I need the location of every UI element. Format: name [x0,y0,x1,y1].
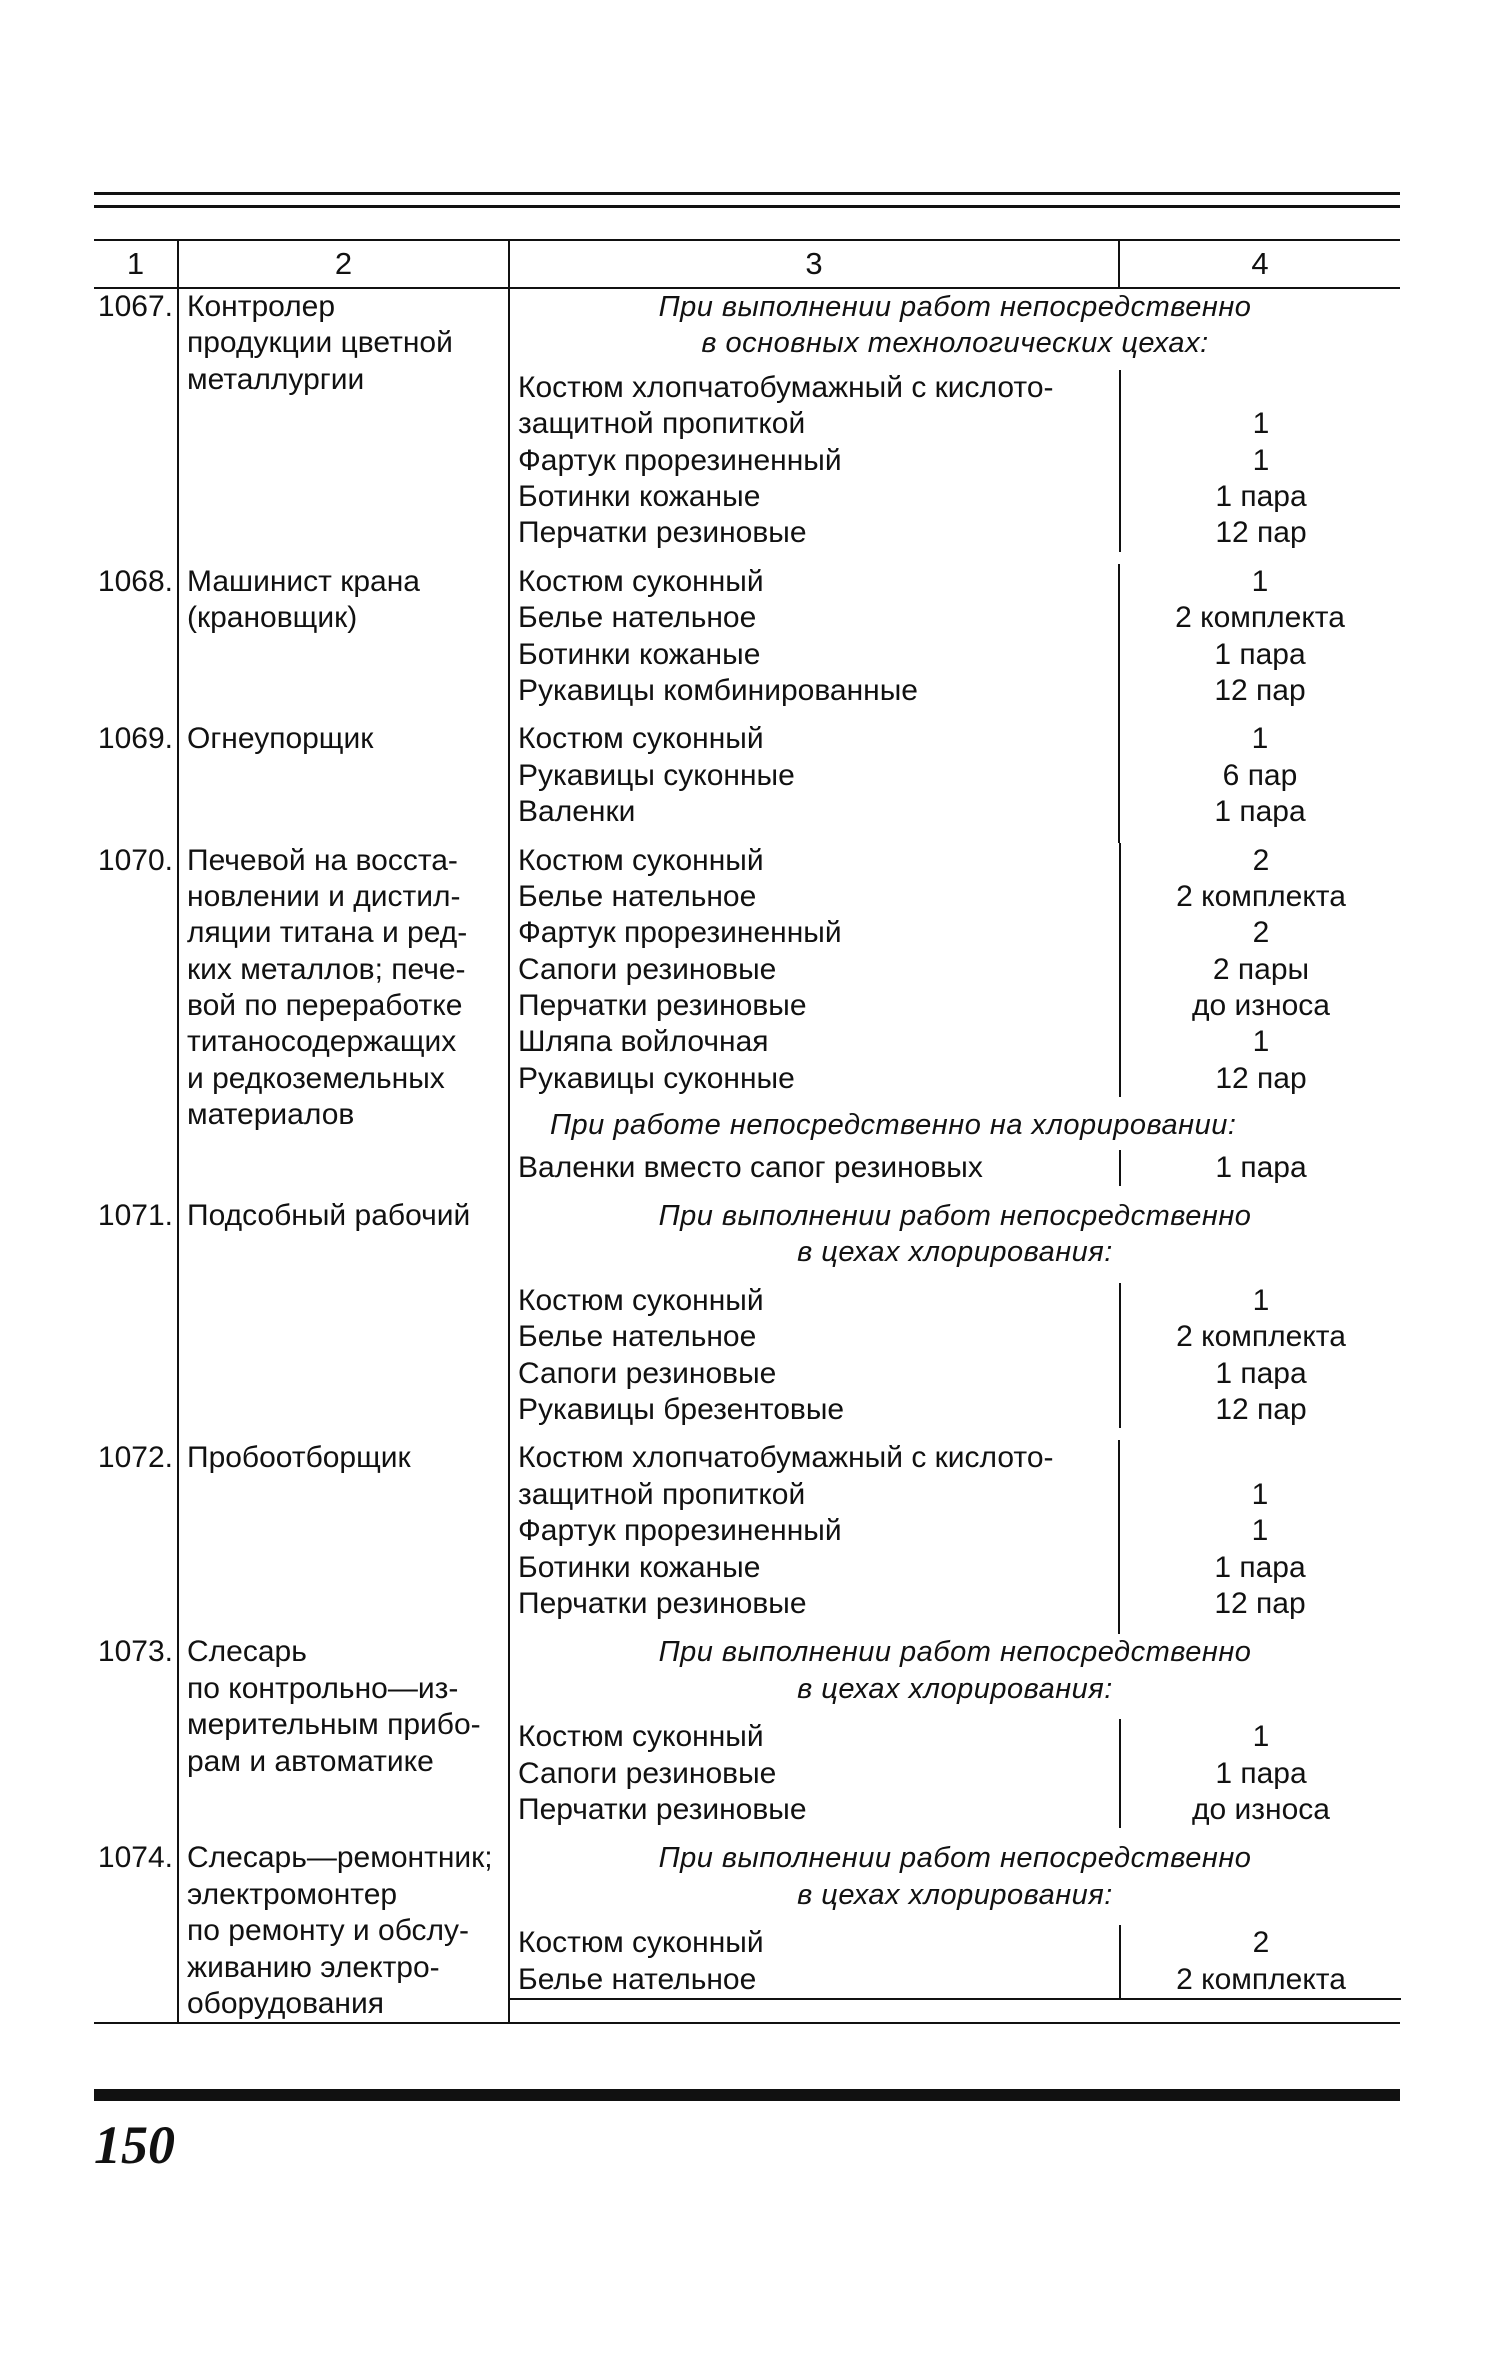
profession-line: рам и автоматике [187,1744,434,1778]
sub-items-subtable [510,1150,1401,1186]
item-name: Костюм хлопчатобумажный с кислото- [518,1441,1054,1475]
sub-section-heading: При работе непосредственно на хлорировании: [550,1109,1237,1142]
item-name: Белье нательное [518,601,757,635]
item-name: Ботинки кожаные [518,637,761,671]
row-number: 1070. [97,843,173,877]
item-row [510,370,1401,552]
item-qty: 1 пара [1214,795,1306,829]
item-name: Перчатки резиновые [518,1792,807,1826]
profession-name [178,1440,509,1634]
profession-name [178,1634,509,1840]
items-subtable [510,1719,1401,1828]
item-name: Перчатки резиновые [518,1586,807,1620]
items-block [509,1840,1400,2023]
item-name: Фартук прорезиненный [518,443,842,477]
section-heading: При выполнении работ непосредственно [658,1200,1252,1233]
clothing-norms-table [94,239,1400,2024]
section-heading: в цехах хлорирования: [797,1236,1113,1269]
items-subtable [510,370,1401,552]
qty-list [1119,1440,1400,1634]
items-subtable [510,1283,1401,1429]
item-name: Рукавицы суконные [518,1061,795,1095]
item-name: Костюм суконный [518,843,764,877]
profession-line: титаносодержащих [187,1025,457,1059]
section-heading: При выполнении работ непосредственно [658,1636,1252,1669]
item-qty: до износа [1192,1792,1330,1826]
profession-line: материалов [187,1098,355,1132]
item-qty: 1 [1252,407,1270,441]
header-col-1: 1 [94,240,178,288]
profession-line: оборудования [187,1986,384,2020]
item-name: Сапоги резиновые [518,952,777,986]
table-row-1074 [94,1840,1400,2023]
row-number: 1074. [94,1840,178,2023]
item-name: Белье нательное [518,1320,757,1354]
page-number: 150 [94,2115,175,2175]
items-block [509,843,1400,1199]
item-name: Сапоги резиновые [518,1356,777,1390]
item-qty: 1 пара [1215,1756,1307,1790]
row-number: 1069. [97,722,173,756]
profession-name [178,564,509,722]
header-col-2: 2 [178,240,509,288]
profession-line: Огнеупорщик [187,722,374,756]
table-row-1071 [94,1198,1400,1440]
item-qty: 2 комплекта [1176,1320,1346,1354]
item-name: Костюм суконный [518,564,764,598]
item-name: Белье нательное [518,879,757,913]
item-name: Костюм хлопчатобумажный с кислото- [518,370,1054,404]
profession-name [178,288,509,564]
profession-line: ляции титана и ред- [187,916,468,950]
item-name: Костюм суконный [518,1720,764,1754]
item-qty: до износа [1192,989,1330,1023]
item-qty: 2 пары [1212,952,1310,986]
item-qty-spacer [1120,1440,1400,1476]
items-block [509,1634,1400,1840]
header-col-3: 3 [509,240,1119,288]
table-row-1073 [94,1634,1400,1840]
item-name: Перчатки резиновые [518,516,807,550]
profession-line: новлении и дистил- [187,879,461,913]
item-name: Костюм суконный [518,722,764,756]
item-qty: 1 [1251,1477,1269,1511]
profession-line: Слесарь [187,1635,307,1669]
items-block [509,288,1400,564]
table-row-1070 [94,843,1400,1199]
profession-line: Слесарь—ремонтник; [187,1841,493,1875]
item-name: Костюм суконный [518,1926,764,1960]
table-row-1068 [94,564,1400,722]
item-qty: 1 пара [1214,1550,1306,1584]
profession-line: и редкоземельных [187,1061,445,1095]
profession-name [178,1198,509,1440]
item-qty: 2 [1252,1926,1270,1960]
section-heading: в цехах хлорирования: [797,1672,1113,1705]
item-name: Ботинки кожаные [518,479,761,513]
header-col-4: 4 [1119,240,1400,288]
table-row-1072 [94,1440,1400,1634]
items-subtable [510,1925,1401,2000]
item-name: Валенки [518,795,636,829]
top-double-rule-upper [94,192,1400,195]
item-name: Шляпа войлочная [518,1025,769,1059]
section-heading: в основных технологических цехах: [701,327,1209,360]
items-list [509,1440,1119,1634]
profession-line: Пробоотборщик [187,1441,411,1475]
profession-name [178,1840,509,2023]
item-row [510,1719,1401,1828]
table-row-1067 [94,288,1400,564]
items-subtable [510,843,1401,1098]
items-block [509,1198,1400,1440]
profession-line: ких металлов; пече- [187,952,466,986]
table-row-1069 [94,721,1400,842]
profession-name [178,721,509,842]
item-name: Валенки вместо сапог резиновых [518,1150,983,1184]
profession-line: Контролер [187,290,336,323]
item-name: Костюм суконный [518,1283,764,1317]
item-qty: 6 пар [1222,758,1298,792]
bottom-thick-rule [94,2089,1400,2101]
item-qty: 1 [1252,443,1270,477]
item-name: Ботинки кожаные [518,1550,761,1584]
item-qty: 1 [1252,1283,1270,1317]
item-qty: 12 пар [1214,673,1306,707]
profession-line: вой по переработке [187,989,463,1023]
item-name: защитной пропиткой [518,407,806,441]
profession-name [178,843,509,1199]
items-list [509,721,1119,842]
item-qty-spacer [1121,370,1401,406]
row-number: 1068. [97,564,173,598]
item-row [510,1150,1401,1186]
section-heading: При выполнении работ непосредственно [658,1842,1252,1875]
profession-line: электромонтер [187,1877,398,1911]
item-qty: 1 [1252,1720,1270,1754]
item-name: Рукавицы брезентовые [518,1393,845,1427]
row-number: 1067. [97,290,173,323]
top-double-rule-lower [94,205,1400,208]
profession-line: мерительным прибо- [187,1708,481,1742]
profession-line: живанию электро- [187,1950,440,1984]
profession-line: по контрольно—из- [187,1671,459,1705]
qty-list [1119,721,1400,842]
item-name: Рукавицы комбинированные [518,673,918,707]
items-list [509,564,1119,722]
profession-line: Машинист крана [187,564,420,598]
profession-line: Печевой на восста- [187,843,458,877]
item-qty: 1 [1251,1514,1269,1548]
item-name: защитной пропиткой [518,1477,806,1511]
item-qty: 1 [1252,1025,1270,1059]
item-qty: 12 пар [1215,1393,1307,1427]
item-qty: 2 [1252,843,1270,877]
row-number: 1071. [97,1199,173,1233]
profession-line: по ремонту и обслу- [187,1914,470,1948]
table-header-row [94,240,1400,288]
item-qty: 12 пар [1214,1586,1306,1620]
profession-line: Подсобный рабочий [187,1199,471,1233]
item-name: Рукавицы суконные [518,758,795,792]
item-qty: 12 пар [1215,516,1307,550]
item-name: Фартук прорезиненный [518,1514,842,1548]
row-number: 1072. [97,1441,173,1475]
item-qty: 1 пара [1215,1356,1307,1390]
item-qty: 1 пара [1214,637,1306,671]
item-qty: 1 [1251,564,1269,598]
profession-line: металлургии [187,362,365,396]
item-name: Фартук прорезиненный [518,916,842,950]
item-qty: 1 пара [1215,479,1307,513]
item-name: Перчатки резиновые [518,989,807,1023]
item-qty: 2 комплекта [1176,1962,1346,1996]
row-number: 1073. [97,1635,173,1669]
item-name: Сапоги резиновые [518,1756,777,1790]
profession-line: продукции цветной [187,326,453,360]
item-row [510,1925,1401,1999]
item-row [510,843,1401,1098]
section-heading: в цехах хлорирования: [797,1878,1113,1911]
item-row [510,1283,1401,1429]
section-heading: При выполнении работ непосредственно [658,291,1252,323]
item-qty: 1 [1251,722,1269,756]
item-qty: 2 комплекта [1175,601,1345,635]
item-qty: 2 комплекта [1176,879,1346,913]
profession-line: (крановщик) [187,601,358,635]
item-qty: 12 пар [1215,1061,1307,1095]
item-name: Белье нательное [518,1962,757,1996]
item-qty: 2 [1252,916,1270,950]
item-qty: 1 пара [1215,1150,1307,1184]
qty-list [1119,564,1400,722]
